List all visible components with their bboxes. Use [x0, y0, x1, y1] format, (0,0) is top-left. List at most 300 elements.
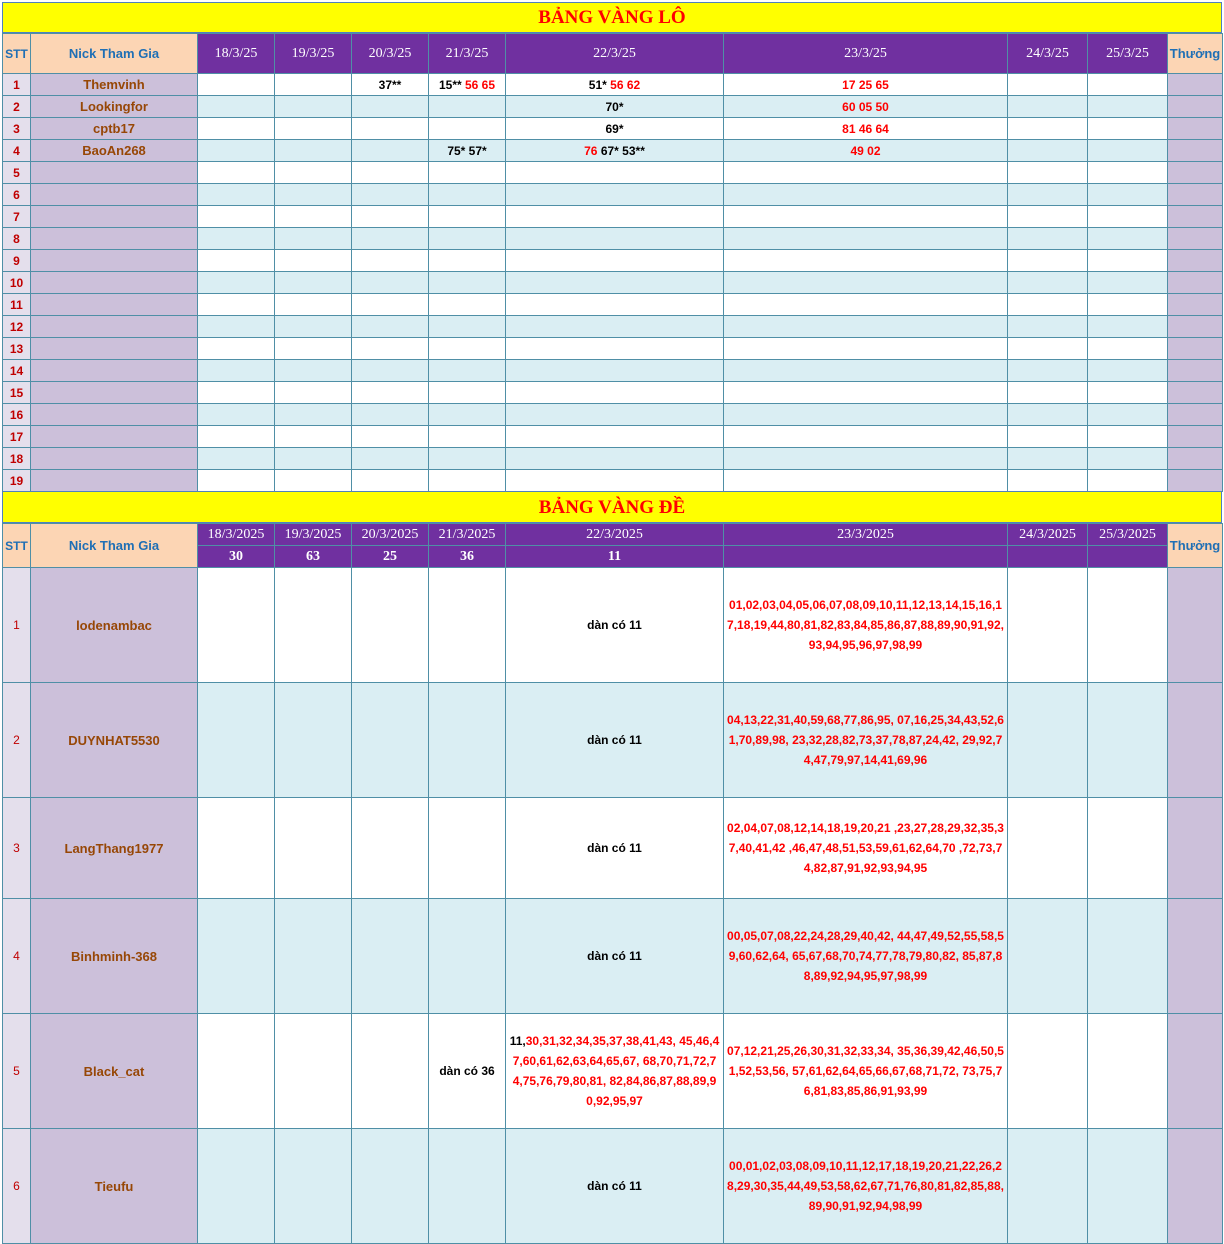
- lo-thuong-cell: [1168, 316, 1223, 338]
- lo-nick-cell: [31, 382, 198, 404]
- lo-thuong-cell: [1168, 96, 1223, 118]
- cell-text: dàn có 11: [587, 733, 642, 747]
- lo-pick-cell: [506, 206, 724, 228]
- lo-stt-cell: 18: [3, 448, 31, 470]
- lo-stt-cell: 15: [3, 382, 31, 404]
- lo-nick-cell: Lookingfor: [31, 96, 198, 118]
- lo-pick-cell: [275, 338, 352, 360]
- lo-pick-cell: [1008, 360, 1088, 382]
- lo-nick-cell: [31, 316, 198, 338]
- de-pick-cell: [506, 1014, 724, 1129]
- de-nick-header: Nick Tham Gia: [31, 524, 198, 568]
- lo-pick-cell: [198, 404, 275, 426]
- lo-stt-header: STT: [3, 34, 31, 74]
- de-stt-header: STT: [3, 524, 31, 568]
- lo-pick-cell: [724, 228, 1008, 250]
- cell-text: 04,13,22,31,40,59,68,77,86,95, 07,16,25,34,43,52,61,70,89,98, 23,32,28,82,73,37,78,87,24,42, 29,92,74,47,79,97,14,41,69,96: [727, 713, 1004, 767]
- de-pick-cell: [506, 798, 724, 899]
- lo-pick-cell: [506, 294, 724, 316]
- cell-text: 49 02: [850, 143, 881, 158]
- lo-thuong-cell: [1168, 162, 1223, 184]
- de-pick-cell: [429, 683, 506, 798]
- de-date-header: 18/3/2025: [198, 524, 275, 546]
- lo-pick-cell: [1088, 294, 1168, 316]
- lo-pick-cell: [506, 338, 724, 360]
- lo-pick-cell: [506, 74, 724, 96]
- lo-pick-cell: [275, 162, 352, 184]
- de-pick-cell: [724, 1129, 1008, 1244]
- de-pick-cell: [1008, 798, 1088, 899]
- de-thuong-cell: [1168, 568, 1223, 683]
- lo-table: [2, 33, 1223, 492]
- de-pick-cell: [724, 568, 1008, 683]
- lo-pick-cell: [1088, 382, 1168, 404]
- lo-pick-cell: [275, 448, 352, 470]
- de-pick-cell: [429, 568, 506, 683]
- de-pick-cell: [724, 798, 1008, 899]
- cell-text: 67* 53**: [597, 143, 645, 158]
- lo-date-header: 20/3/25: [352, 34, 429, 74]
- lo-pick-cell: [352, 250, 429, 272]
- cell-text: 30,31,32,34,35,37,38,41,43, 45,46,47,60,61,62,63,64,65,67, 68,70,71,72,74,75,76,79,80,81, 82,84,86,87,88,89,90,92,95,97: [512, 1034, 720, 1108]
- lo-thuong-cell: [1168, 250, 1223, 272]
- lo-pick-cell: [506, 250, 724, 272]
- cell-text: 81 46 64: [842, 121, 889, 136]
- lo-pick-cell: [429, 360, 506, 382]
- lo-stt-cell: 14: [3, 360, 31, 382]
- lo-pick-cell: [1088, 338, 1168, 360]
- de-pick-cell: [1088, 899, 1168, 1014]
- de-result-cell: 36: [429, 546, 506, 568]
- lo-pick-cell: [724, 74, 1008, 96]
- lo-pick-cell: [275, 360, 352, 382]
- de-nick-cell: Binhminh-368: [31, 899, 198, 1014]
- lo-thuong-cell: [1168, 228, 1223, 250]
- lo-table-row: [3, 96, 1223, 118]
- lo-table-row: [3, 118, 1223, 140]
- lo-pick-cell: [275, 74, 352, 96]
- lo-title-banner: BẢNG VÀNG LÔ: [2, 2, 1222, 33]
- lo-pick-cell: [1088, 448, 1168, 470]
- lo-pick-cell: [724, 250, 1008, 272]
- de-pick-cell: [1008, 683, 1088, 798]
- lo-pick-cell: [275, 228, 352, 250]
- de-pick-cell: [506, 1129, 724, 1244]
- cell-text: 56 62: [610, 77, 641, 92]
- de-table-row: [3, 899, 1223, 1014]
- lo-nick-cell: [31, 250, 198, 272]
- lo-pick-cell: [275, 404, 352, 426]
- lo-pick-cell: [352, 74, 429, 96]
- lo-stt-cell: 6: [3, 184, 31, 206]
- lo-pick-cell: [506, 426, 724, 448]
- de-pick-cell: [352, 1014, 429, 1129]
- lo-pick-cell: [352, 140, 429, 162]
- lo-table-row: [3, 404, 1223, 426]
- lo-pick-cell: [429, 140, 506, 162]
- lo-pick-cell: [352, 404, 429, 426]
- lo-pick-cell: [198, 294, 275, 316]
- de-result-cell: 11: [506, 546, 724, 568]
- lo-stt-cell: 11: [3, 294, 31, 316]
- lo-pick-cell: [198, 382, 275, 404]
- lo-thuong-cell: [1168, 470, 1223, 492]
- lo-pick-cell: [198, 118, 275, 140]
- lo-pick-cell: [429, 448, 506, 470]
- lo-pick-cell: [198, 228, 275, 250]
- lo-pick-cell: [275, 206, 352, 228]
- lo-stt-cell: 4: [3, 140, 31, 162]
- lo-pick-cell: [198, 426, 275, 448]
- lo-pick-cell: [724, 338, 1008, 360]
- lo-pick-cell: [724, 426, 1008, 448]
- lo-pick-cell: [506, 382, 724, 404]
- de-table-row: [3, 798, 1223, 899]
- lo-thuong-cell: [1168, 360, 1223, 382]
- cell-text: 56 65: [465, 77, 496, 92]
- de-pick-cell: [1008, 568, 1088, 683]
- lo-pick-cell: [198, 206, 275, 228]
- lo-pick-cell: [275, 250, 352, 272]
- lo-pick-cell: [506, 162, 724, 184]
- lo-pick-cell: [1088, 184, 1168, 206]
- lo-pick-cell: [275, 118, 352, 140]
- de-pick-cell: [506, 568, 724, 683]
- de-table-row: [3, 683, 1223, 798]
- lo-thuong-cell: [1168, 426, 1223, 448]
- lo-pick-cell: [198, 74, 275, 96]
- lo-pick-cell: [352, 206, 429, 228]
- lo-nick-cell: [31, 294, 198, 316]
- lo-pick-cell: [198, 250, 275, 272]
- lo-pick-cell: [1088, 74, 1168, 96]
- lo-pick-cell: [724, 382, 1008, 404]
- lo-thuong-cell: [1168, 184, 1223, 206]
- lo-pick-cell: [506, 360, 724, 382]
- lo-pick-cell: [724, 448, 1008, 470]
- lo-pick-cell: [1088, 96, 1168, 118]
- de-pick-cell: [1088, 683, 1168, 798]
- lo-pick-cell: [198, 470, 275, 492]
- lo-stt-cell: 10: [3, 272, 31, 294]
- de-stt-cell: 6: [3, 1129, 31, 1244]
- lo-pick-cell: [1008, 118, 1088, 140]
- lo-pick-cell: [506, 448, 724, 470]
- lo-table-row: [3, 228, 1223, 250]
- lo-pick-cell: [275, 184, 352, 206]
- lo-nick-cell: [31, 206, 198, 228]
- lo-pick-cell: [352, 382, 429, 404]
- lo-pick-cell: [506, 316, 724, 338]
- lo-pick-cell: [1008, 294, 1088, 316]
- de-pick-cell: [1088, 1014, 1168, 1129]
- lo-pick-cell: [275, 382, 352, 404]
- de-nick-cell: Tieufu: [31, 1129, 198, 1244]
- lo-table-row: [3, 448, 1223, 470]
- lo-pick-cell: [506, 470, 724, 492]
- de-pick-cell: [352, 568, 429, 683]
- lo-thuong-cell: [1168, 140, 1223, 162]
- de-date-header: 25/3/2025: [1088, 524, 1168, 546]
- lo-nick-cell: [31, 426, 198, 448]
- lo-table-row: [3, 140, 1223, 162]
- lo-table-row: [3, 470, 1223, 492]
- lo-table-row: [3, 162, 1223, 184]
- lo-pick-cell: [724, 206, 1008, 228]
- lo-pick-cell: [1088, 426, 1168, 448]
- lo-pick-cell: [1088, 272, 1168, 294]
- lo-pick-cell: [429, 206, 506, 228]
- lo-table-row: [3, 250, 1223, 272]
- lo-stt-cell: 1: [3, 74, 31, 96]
- lo-pick-cell: [724, 96, 1008, 118]
- cell-text: 76: [584, 143, 598, 158]
- cell-text: dàn có 11: [587, 949, 642, 963]
- lo-pick-cell: [352, 316, 429, 338]
- lo-stt-cell: 17: [3, 426, 31, 448]
- lo-pick-cell: [352, 96, 429, 118]
- de-date-header: 24/3/2025: [1008, 524, 1088, 546]
- lo-thuong-cell: [1168, 448, 1223, 470]
- de-stt-cell: 5: [3, 1014, 31, 1129]
- lo-pick-cell: [352, 448, 429, 470]
- lo-thuong-cell: [1168, 74, 1223, 96]
- de-title-banner: BẢNG VÀNG ĐỀ: [2, 491, 1222, 523]
- lo-table-row: [3, 316, 1223, 338]
- lo-nick-cell: [31, 360, 198, 382]
- lo-stt-cell: 9: [3, 250, 31, 272]
- lo-pick-cell: [1088, 206, 1168, 228]
- lo-table-row: [3, 426, 1223, 448]
- lo-pick-cell: [198, 96, 275, 118]
- lo-pick-cell: [198, 184, 275, 206]
- lo-pick-cell: [352, 228, 429, 250]
- de-date-header: 21/3/2025: [429, 524, 506, 546]
- lo-date-header: 23/3/25: [724, 34, 1008, 74]
- de-date-header: 23/3/2025: [724, 524, 1008, 546]
- de-pick-cell: [724, 899, 1008, 1014]
- de-pick-cell: [352, 798, 429, 899]
- de-pick-cell: [429, 798, 506, 899]
- lo-pick-cell: [275, 140, 352, 162]
- lo-pick-cell: [506, 118, 724, 140]
- lo-pick-cell: [429, 184, 506, 206]
- lo-table-row: [3, 382, 1223, 404]
- lo-thuong-cell: [1168, 338, 1223, 360]
- de-pick-cell: [724, 1014, 1008, 1129]
- lo-pick-cell: [724, 140, 1008, 162]
- lo-pick-cell: [1088, 470, 1168, 492]
- de-header-row: [3, 524, 1223, 546]
- de-nick-cell: LangThang1977: [31, 798, 198, 899]
- de-pick-cell: [198, 1014, 275, 1129]
- lo-pick-cell: [352, 162, 429, 184]
- cell-text: dàn có 11: [587, 841, 642, 855]
- lo-stt-cell: 19: [3, 470, 31, 492]
- lo-pick-cell: [1008, 228, 1088, 250]
- de-pick-cell: [724, 683, 1008, 798]
- cell-text: dàn có 11: [587, 618, 642, 632]
- lo-pick-cell: [1008, 250, 1088, 272]
- lo-pick-cell: [429, 250, 506, 272]
- lo-stt-cell: 12: [3, 316, 31, 338]
- de-stt-cell: 3: [3, 798, 31, 899]
- lo-nick-cell: [31, 228, 198, 250]
- lo-pick-cell: [198, 162, 275, 184]
- lo-date-header: 25/3/25: [1088, 34, 1168, 74]
- lo-pick-cell: [1088, 404, 1168, 426]
- de-table: [2, 523, 1223, 1244]
- de-pick-cell: [506, 683, 724, 798]
- cell-text: 02,04,07,08,12,14,18,19,20,21 ,23,27,28,29,32,35,37,40,41,42 ,46,47,48,51,53,59,61,62,64,70 ,72,73,74,82,87,91,92,93,94,95: [727, 821, 1004, 875]
- lo-pick-cell: [724, 294, 1008, 316]
- lo-date-header: 22/3/25: [506, 34, 724, 74]
- lo-pick-cell: [1008, 140, 1088, 162]
- de-table-row: [3, 1014, 1223, 1129]
- lo-nick-header: Nick Tham Gia: [31, 34, 198, 74]
- de-pick-cell: [198, 798, 275, 899]
- lo-pick-cell: [198, 140, 275, 162]
- de-nick-cell: DUYNHAT5530: [31, 683, 198, 798]
- lo-stt-cell: 2: [3, 96, 31, 118]
- lo-nick-cell: [31, 470, 198, 492]
- cell-text: 07,12,21,25,26,30,31,32,33,34, 35,36,39,42,46,50,51,52,53,56, 57,61,62,64,65,66,67,68,71,72, 73,75,76,81,83,85,86,91,93,99: [727, 1044, 1004, 1098]
- lo-pick-cell: [1008, 96, 1088, 118]
- lo-pick-cell: [1008, 74, 1088, 96]
- de-thuong-cell: [1168, 1129, 1223, 1244]
- lo-pick-cell: [352, 426, 429, 448]
- de-nick-cell: Black_cat: [31, 1014, 198, 1129]
- lo-pick-cell: [506, 272, 724, 294]
- lo-date-header: 24/3/25: [1008, 34, 1088, 74]
- de-thuong-cell: [1168, 683, 1223, 798]
- de-stt-cell: 2: [3, 683, 31, 798]
- cell-text: dàn có 36: [439, 1064, 495, 1078]
- lo-pick-cell: [1008, 382, 1088, 404]
- de-stt-cell: 1: [3, 568, 31, 683]
- lo-pick-cell: [352, 470, 429, 492]
- lo-pick-cell: [506, 140, 724, 162]
- lo-pick-cell: [275, 316, 352, 338]
- lo-pick-cell: [724, 404, 1008, 426]
- lo-pick-cell: [724, 162, 1008, 184]
- lo-date-header: 19/3/25: [275, 34, 352, 74]
- de-pick-cell: [352, 683, 429, 798]
- cell-text: 01,02,03,04,05,06,07,08,09,10,11,12,13,14,15,16,17,18,19,44,80,81,82,83,84,85,86,87,88,89,90,91,92,93,94,95,96,97,98,99: [727, 598, 1004, 652]
- lo-table-row: [3, 360, 1223, 382]
- cell-text: 00,05,07,08,22,24,28,29,40,42, 44,47,49,52,55,58,59,60,62,64, 65,67,68,70,74,77,78,79,80,82, 85,87,88,89,92,94,95,97,98,99: [727, 929, 1004, 983]
- lo-pick-cell: [724, 118, 1008, 140]
- lo-thuong-cell: [1168, 294, 1223, 316]
- lo-pick-cell: [429, 426, 506, 448]
- lo-nick-cell: [31, 184, 198, 206]
- de-pick-cell: [506, 899, 724, 1014]
- lo-nick-cell: [31, 272, 198, 294]
- lo-stt-cell: 13: [3, 338, 31, 360]
- cell-text: 15**: [438, 77, 465, 92]
- cell-text: 69*: [605, 121, 624, 136]
- lo-pick-cell: [1088, 140, 1168, 162]
- lo-table-row: [3, 74, 1223, 96]
- de-pick-cell: [275, 1014, 352, 1129]
- lo-nick-cell: [31, 338, 198, 360]
- lo-pick-cell: [352, 184, 429, 206]
- de-result-cell: 63: [275, 546, 352, 568]
- lo-pick-cell: [1008, 404, 1088, 426]
- lo-nick-cell: [31, 404, 198, 426]
- lo-pick-cell: [506, 404, 724, 426]
- lo-pick-cell: [352, 118, 429, 140]
- lo-pick-cell: [1088, 228, 1168, 250]
- lo-pick-cell: [198, 360, 275, 382]
- lo-pick-cell: [429, 118, 506, 140]
- de-pick-cell: [1088, 798, 1168, 899]
- lo-pick-cell: [429, 96, 506, 118]
- de-pick-cell: [429, 1129, 506, 1244]
- lo-pick-cell: [1088, 250, 1168, 272]
- lo-pick-cell: [198, 272, 275, 294]
- lo-pick-cell: [275, 272, 352, 294]
- lo-pick-cell: [1008, 206, 1088, 228]
- de-thuong-cell: [1168, 1014, 1223, 1129]
- de-pick-cell: [198, 1129, 275, 1244]
- lo-date-header: 18/3/25: [198, 34, 275, 74]
- de-thuong-cell: [1168, 899, 1223, 1014]
- de-pick-cell: [1008, 1014, 1088, 1129]
- lo-pick-cell: [1008, 470, 1088, 492]
- lo-pick-cell: [429, 294, 506, 316]
- lo-header-row: [3, 34, 1223, 74]
- lo-pick-cell: [1008, 426, 1088, 448]
- de-date-header: 19/3/2025: [275, 524, 352, 546]
- lo-stt-cell: 16: [3, 404, 31, 426]
- lo-pick-cell: [1088, 360, 1168, 382]
- lo-thuong-cell: [1168, 206, 1223, 228]
- cell-text: 70*: [605, 99, 624, 114]
- lo-pick-cell: [275, 470, 352, 492]
- de-thuong-header: Thưởng: [1168, 524, 1223, 568]
- lo-pick-cell: [352, 294, 429, 316]
- de-pick-cell: [352, 899, 429, 1014]
- lo-thuong-cell: [1168, 118, 1223, 140]
- lo-date-header: 21/3/25: [429, 34, 506, 74]
- lo-stt-cell: 8: [3, 228, 31, 250]
- lo-pick-cell: [1088, 162, 1168, 184]
- lo-stt-cell: 7: [3, 206, 31, 228]
- de-pick-cell: [198, 683, 275, 798]
- lo-pick-cell: [724, 272, 1008, 294]
- lo-pick-cell: [506, 96, 724, 118]
- lo-pick-cell: [1008, 272, 1088, 294]
- lo-pick-cell: [1008, 162, 1088, 184]
- de-pick-cell: [198, 568, 275, 683]
- de-result-cell: [1088, 546, 1168, 568]
- lo-pick-cell: [429, 162, 506, 184]
- lo-pick-cell: [275, 294, 352, 316]
- de-thuong-cell: [1168, 798, 1223, 899]
- lo-pick-cell: [198, 338, 275, 360]
- lo-pick-cell: [1088, 316, 1168, 338]
- cell-text: 00,01,02,03,08,09,10,11,12,17,18,19,20,21,22,26,28,29,30,35,44,49,53,58,62,67,71,76,80,81,82,85,88,89,90,91,92,94,98,99: [727, 1159, 1004, 1213]
- de-result-cell: 30: [198, 546, 275, 568]
- lo-pick-cell: [506, 184, 724, 206]
- de-pick-cell: [1088, 568, 1168, 683]
- lo-pick-cell: [724, 184, 1008, 206]
- de-nick-cell: lodenambac: [31, 568, 198, 683]
- lo-pick-cell: [429, 228, 506, 250]
- lo-pick-cell: [429, 404, 506, 426]
- lo-pick-cell: [1008, 316, 1088, 338]
